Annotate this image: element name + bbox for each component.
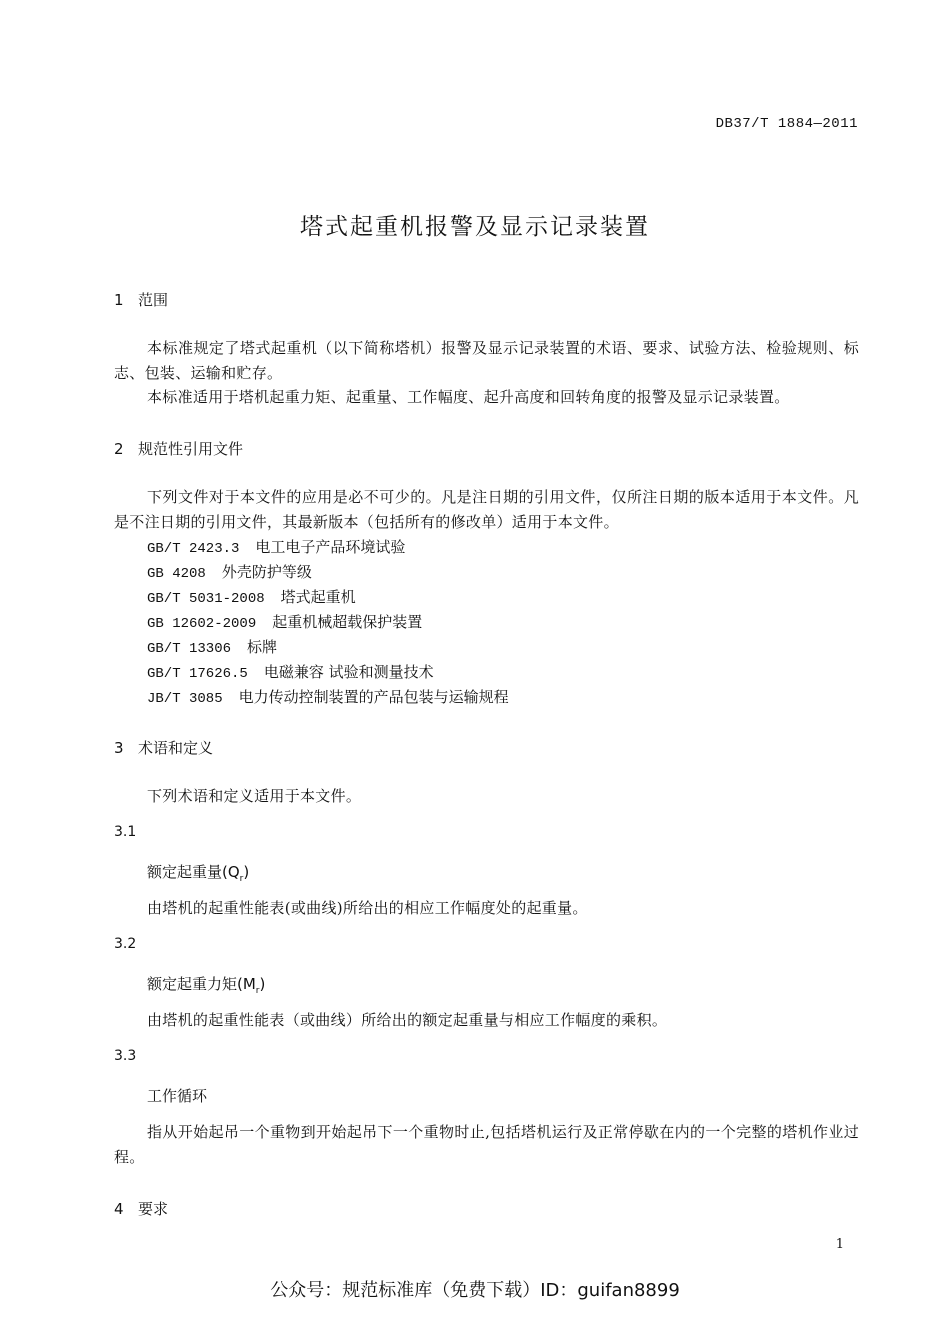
term-text: 工作循环 [147,1087,208,1105]
term-number: 3.3 [114,1048,137,1064]
reference-item [147,536,405,557]
section-title: 规范性引用文件 [138,440,244,458]
paragraph: 本标准规定了塔式起重机（以下简称塔机）报警及显示记录装置的术语、要求、试验方法、检验规则、标志、包装、运输和贮存。 [114,339,859,382]
section-heading-1 [114,289,168,310]
reference-code: GB/T 2423.3 [147,541,240,557]
term-definition: 由塔机的起重性能表(或曲线)所给出的相应工作幅度处的起重量。 [147,899,588,917]
section-title: 要求 [138,1200,169,1218]
reference-name: 电磁兼容 试验和测量技术 [263,663,434,681]
reference-code: GB 4208 [147,566,206,582]
reference-name: 外壳防护等级 [221,563,312,581]
term-title [147,1085,207,1108]
reference-code: GB/T 5031-2008 [147,591,265,607]
term-number: 3.1 [114,824,137,840]
section-heading-2 [114,438,243,459]
term-text: 额定起重力矩(M [147,975,256,993]
reference-name: 起重机械超载保护装置 [272,613,423,631]
reference-item [147,686,509,707]
footer-watermark: 公众号：规范标准库（免费下载）ID：guifan8899 [270,1280,680,1301]
term-subscript: r [239,874,244,884]
reference-name: 电工电子产品环境试验 [255,538,406,556]
reference-code: GB/T 17626.5 [147,666,248,682]
section-title: 术语和定义 [138,739,214,757]
page-title: 塔式起重机报警及显示记录装置 [300,214,650,240]
term-title [147,973,265,996]
section-number: 2 [114,440,124,458]
reference-item [147,561,312,582]
section-title: 范围 [138,291,169,309]
reference-item [147,586,356,607]
reference-code: GB/T 13306 [147,641,232,657]
reference-code: JB/T 3085 [147,691,223,707]
section-number: 1 [114,291,124,309]
term-close: ) [243,863,250,881]
reference-item [147,661,434,682]
term-text: 额定起重量(Q [147,863,240,881]
term-title [147,861,249,884]
paragraph: 下列术语和定义适用于本文件。 [147,787,362,805]
term-definition: 指从开始起吊一个重物到开始起吊下一个重物时止,包括塔机运行及正常停歇在内的一个完整的塔机作业过程。 [114,1123,859,1166]
reference-item [147,636,277,657]
document-code: DB37/T 1884—2011 [715,116,858,132]
section-heading-4 [114,1198,168,1219]
reference-name: 标牌 [247,638,278,656]
paragraph: 下列文件对于本文件的应用是必不可少的。凡是注日期的引用文件，仅所注日期的版本适用于本文件。凡是不注日期的引用文件，其最新版本（包括所有的修改单）适用于本文件。 [114,488,859,531]
term-definition: 由塔机的起重性能表（或曲线）所给出的额定起重量与相应工作幅度的乘积。 [147,1011,668,1029]
section-number: 3 [114,739,124,757]
paragraph: 本标准适用于塔机起重力矩、起重量、工作幅度、起升高度和回转角度的报警及显示记录装置。 [147,388,790,406]
reference-item [147,611,422,632]
reference-name: 塔式起重机 [280,588,356,606]
term-subscript: r [255,986,260,996]
term-number: 3.2 [114,936,137,952]
page-number: 1 [835,1237,844,1252]
term-close: ) [259,975,266,993]
section-number: 4 [114,1200,124,1218]
reference-name: 电力传动控制装置的产品包装与运输规程 [238,688,509,706]
section-heading-3 [114,737,213,758]
reference-code: GB 12602-2009 [147,616,257,632]
